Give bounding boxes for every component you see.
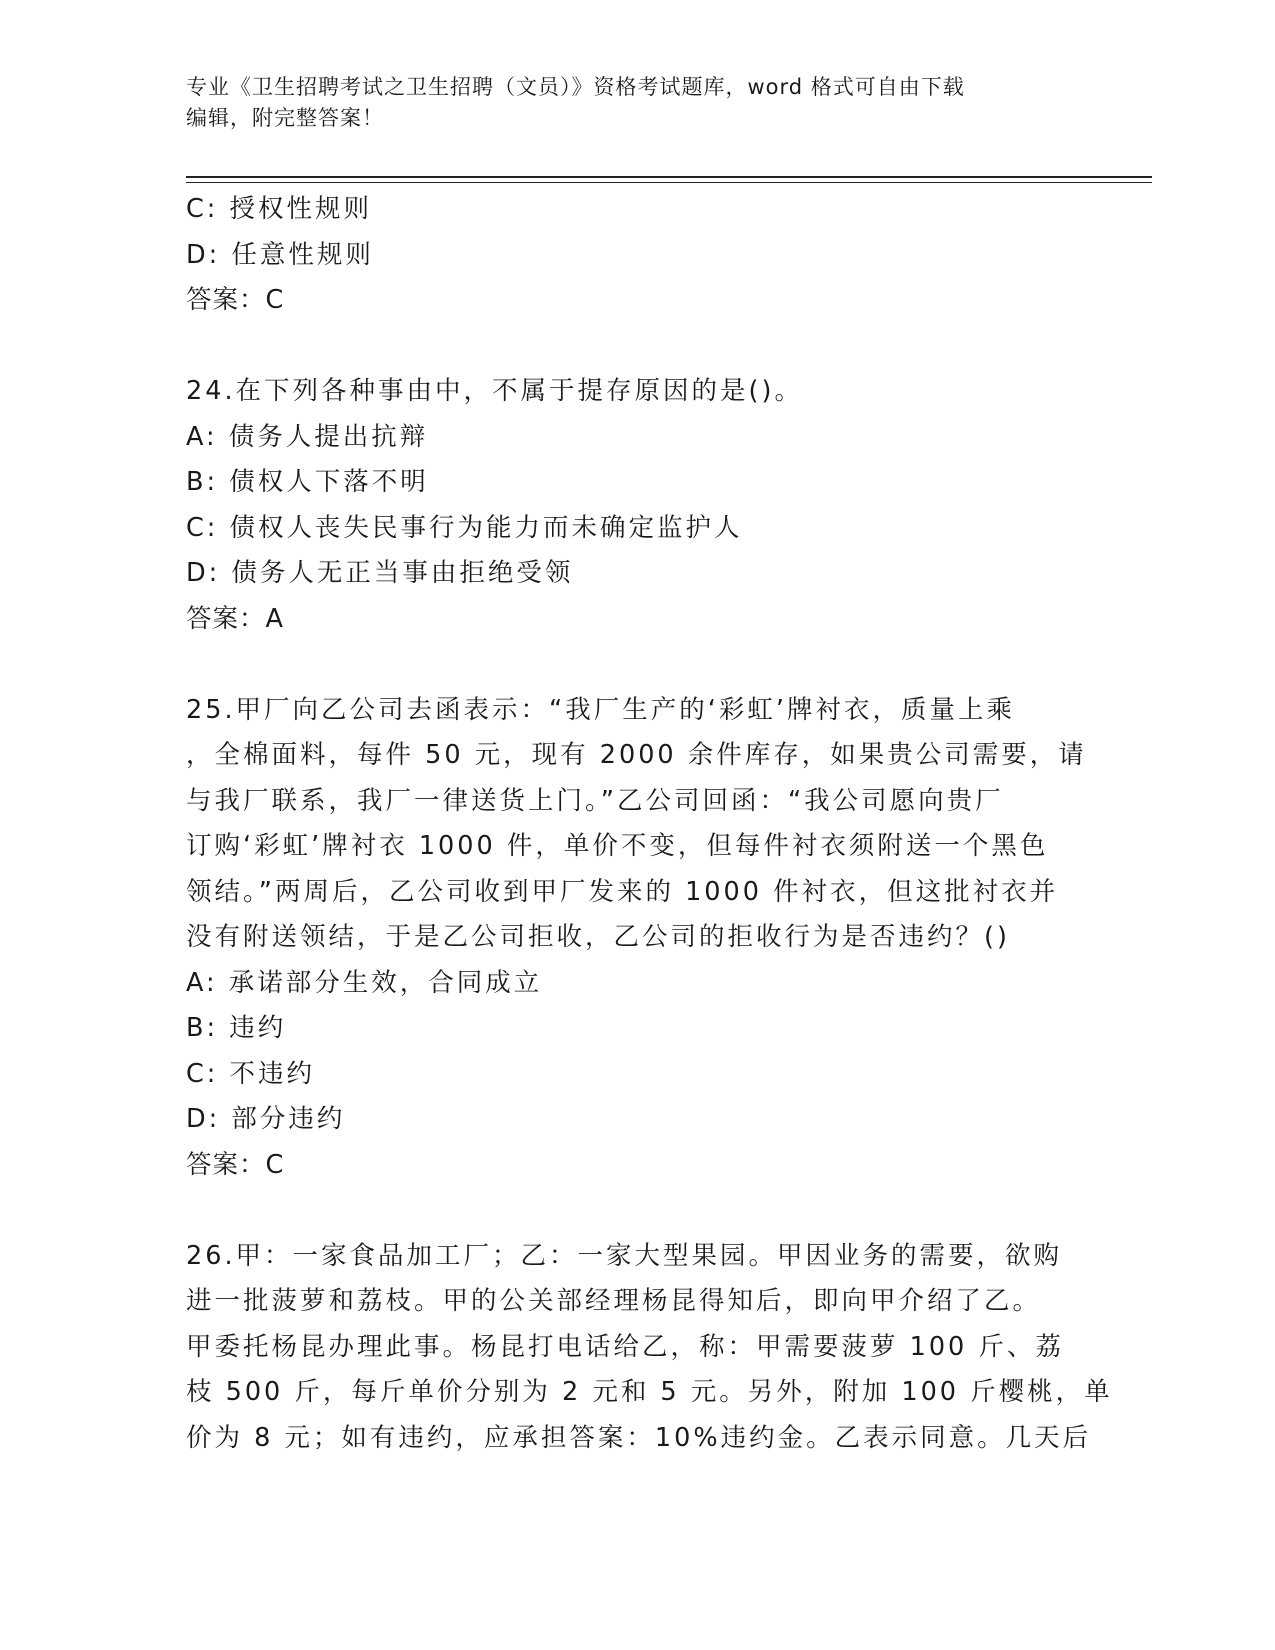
- question-list: [186, 187, 1113, 1461]
- question-stem-line: 25.甲厂向乙公司去函表示：“我厂生产的‘彩虹’牌衬衣，质量上乘: [186, 694, 1015, 725]
- answer: 答案：A: [186, 603, 284, 634]
- question-24: [186, 369, 1086, 642]
- question-stem-line: 枝 500 斤，每斤单价分别为 2 元和 5 元。另外，附加 100 斤樱桃，单: [186, 1377, 1113, 1407]
- question-stem-line: 与我厂联系，我厂一律送货上门。”乙公司回函：“我公司愿向贵厂: [186, 785, 1004, 816]
- question-stem-line: 订购‘彩虹’牌衬衣 1000 件，单价不变，但每件衬衣须附送一个黑色: [186, 831, 1049, 861]
- question-stem-line: 甲委托杨昆办理此事。杨昆打电话给乙，称：甲需要菠萝 100 斤、荔: [186, 1331, 1064, 1362]
- header-divider-thin: [186, 182, 1152, 183]
- option-c: C: 授权性规则: [186, 194, 373, 224]
- question-stem-line: 价为 8 元；如有违约，应承担答案：10%违约金。乙表示同意。几天后: [186, 1422, 1092, 1453]
- option-a: A: 承诺部分生效，合同成立: [186, 967, 543, 998]
- option-b: B: 债权人下落不明: [186, 467, 429, 497]
- question-stem-line: 领结。”两周后，乙公司收到甲厂发来的 1000 件衬衣，但这批衬衣并: [186, 876, 1059, 907]
- option-d: D: 部分违约: [186, 1104, 346, 1134]
- header-line: 专业《卫生招聘考试之卫生招聘（文员）》资格考试题库，word 格式可自由下载: [186, 75, 965, 99]
- question-stem-line: 进一批菠萝和荔枝。甲的公关部经理杨昆得知后，即向甲介绍了乙。: [186, 1286, 1042, 1316]
- answer: 答案：C: [186, 1149, 285, 1180]
- header-line: 编辑，附完整答案！: [186, 106, 384, 130]
- option-c: C: 债权人丧失民事行为能力而未确定监护人: [186, 512, 743, 543]
- option-d: D: 债务人无正当事由拒绝受领: [186, 558, 574, 588]
- option-c: C: 不违约: [186, 1058, 316, 1089]
- question-stem-line: ，全棉面料，每件 50 元，现有 2000 余件库存，如果贵公司需要，请: [186, 740, 1087, 770]
- question-25: [186, 688, 1086, 1189]
- question-stem: 24.在下列各种事由中，不属于提存原因的是()。: [186, 376, 803, 406]
- option-d: D: 任意性规则: [186, 239, 374, 270]
- question-stem-line: 26.甲：一家食品加工厂；乙：一家大型果园。甲因业务的需要，欲购: [186, 1240, 1063, 1271]
- header-divider: [186, 176, 1152, 178]
- option-b: B: 违约: [186, 1013, 287, 1043]
- question-23: [186, 187, 1086, 324]
- answer: 答案：C: [186, 285, 285, 315]
- question-26: [186, 1234, 1113, 1462]
- option-a: A: 债务人提出抗辩: [186, 421, 429, 452]
- question-stem-line: 没有附送领结，于是乙公司拒收，乙公司的拒收行为是否违约？(): [186, 922, 1010, 952]
- document-header: [186, 72, 1086, 134]
